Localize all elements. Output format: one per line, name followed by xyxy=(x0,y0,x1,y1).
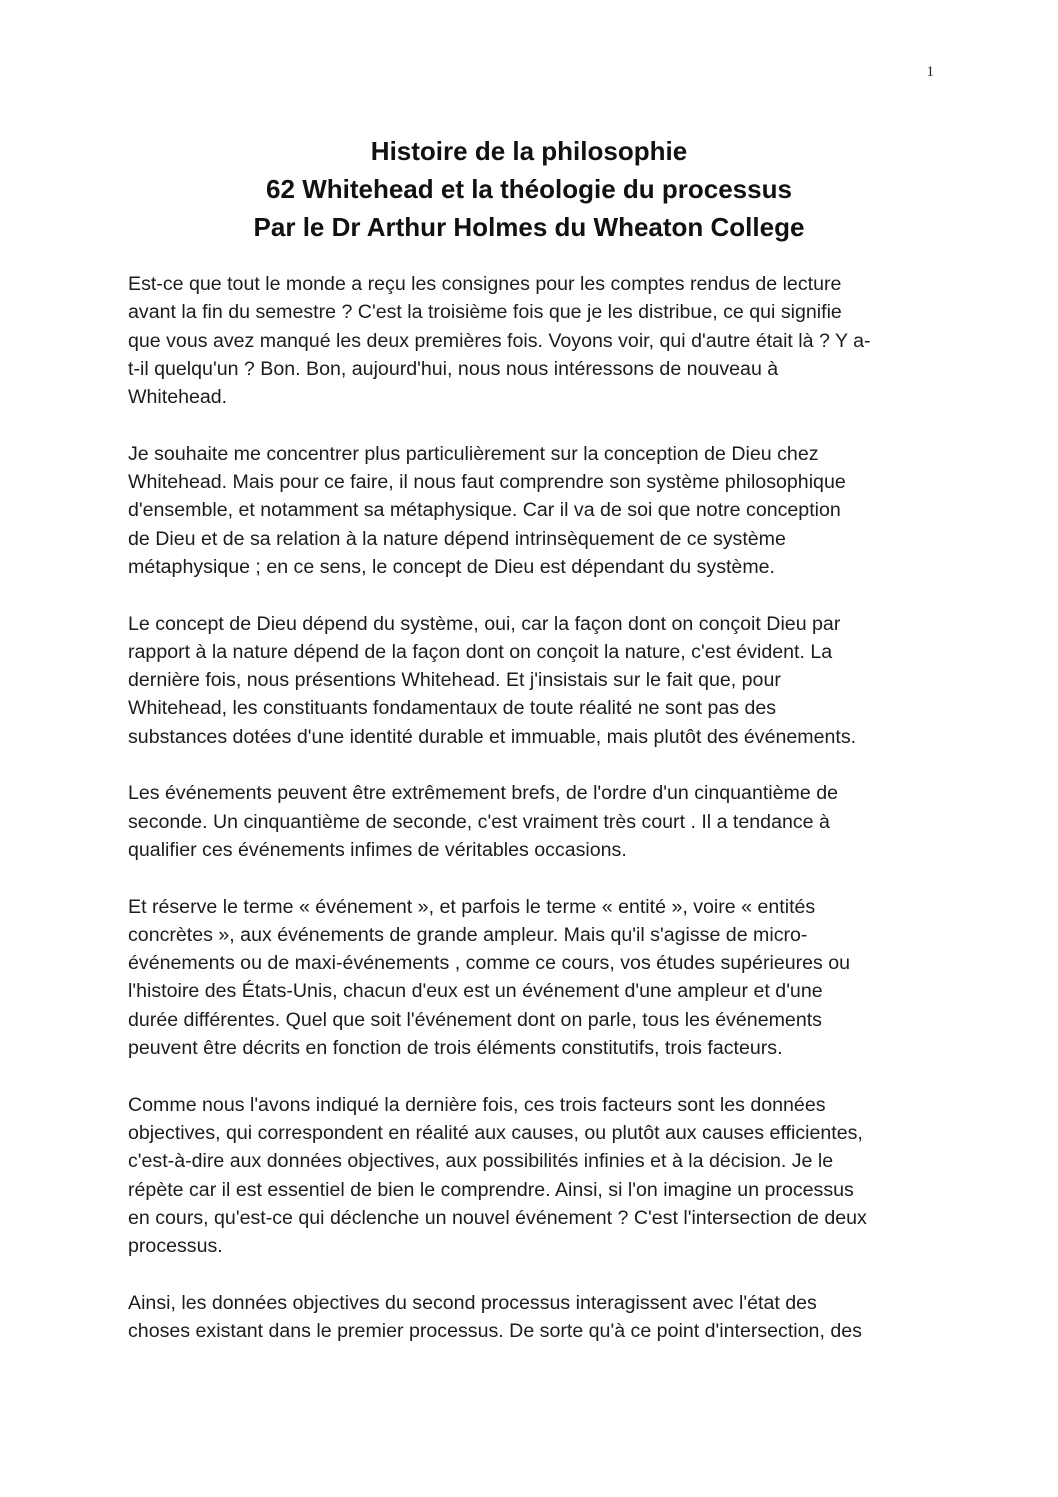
text-line: processus. xyxy=(128,1235,223,1258)
title-line-author: Par le Dr Arthur Holmes du Wheaton College xyxy=(253,212,805,242)
text-line: Whitehead, les constituants fondamentaux de toute réalité ne sont pas des xyxy=(128,697,777,720)
paragraph xyxy=(128,893,928,1063)
text-line: d'ensemble, et notamment sa métaphysique. Car il va de soi que notre conception xyxy=(128,499,841,522)
text-line: t-il quelqu'un ? Bon. Bon, aujourd'hui, nous nous intéressons de nouveau à xyxy=(128,357,779,380)
text-line: qualifier ces événements infimes de véritables occasions. xyxy=(128,838,627,861)
page-number: 1 xyxy=(926,64,934,80)
text-line: répète car il est essentiel de bien le comprendre. Ainsi, si l'on imagine un processus xyxy=(128,1178,854,1201)
title-line-course: Histoire de la philosophie xyxy=(370,136,688,166)
text-line: Le concept de Dieu dépend du système, oui, car la façon dont on conçoit Dieu par xyxy=(128,612,841,635)
text-line: de Dieu et de sa relation à la nature dépend intrinsèquement de ce système xyxy=(128,527,786,550)
paragraph xyxy=(128,1289,928,1346)
text-line: Et réserve le terme « événement », et parfois le terme « entité », voire « entités xyxy=(128,895,816,918)
paragraph xyxy=(128,779,928,864)
text-line: c'est-à-dire aux données objectives, aux possibilités infinies et à la décision. Je le xyxy=(128,1150,834,1173)
text-line: que vous avez manqué les deux premières fois. Voyons voir, qui d'autre était là ? Y a- xyxy=(128,329,871,352)
text-line: Je souhaite me concentrer plus particulièrement sur la conception de Dieu chez xyxy=(128,442,819,465)
text-line: en cours, qu'est-ce qui déclenche un nouvel événement ? C'est l'intersection de deux xyxy=(128,1206,867,1229)
text-line: Les événements peuvent être extrêmement brefs, de l'ordre d'un cinquantième de xyxy=(128,782,839,805)
text-line: durée différentes. Quel que soit l'événement dont on parle, tous les événements xyxy=(128,1008,822,1031)
text-line: Whitehead. xyxy=(128,386,228,409)
document-title xyxy=(0,132,1058,246)
text-line: rapport à la nature dépend de la façon dont on conçoit la nature, c'est évident. La xyxy=(128,640,833,663)
text-line: concrètes », aux événements de grande ampleur. Mais qu'il s'agisse de micro- xyxy=(128,923,808,946)
paragraph xyxy=(128,1091,928,1261)
text-line: événements ou de maxi-événements , comme ce cours, vos études supérieures ou xyxy=(128,952,851,975)
paragraph xyxy=(128,270,928,411)
title-line-lecture: 62 Whitehead et la théologie du processus xyxy=(266,174,792,204)
text-line: choses existant dans le premier processus. De sorte qu'à ce point d'intersection, des xyxy=(128,1319,862,1342)
text-line: peuvent être décrits en fonction de trois éléments constitutifs, trois facteurs. xyxy=(128,1037,783,1060)
paragraph xyxy=(128,440,928,581)
text-line: objectives, qui correspondent en réalité aux causes, ou plutôt aux causes efficientes, xyxy=(128,1121,863,1144)
text-line: seconde. Un cinquantième de seconde, c'est vraiment très court . Il a tendance à xyxy=(128,810,830,833)
text-line: Est-ce que tout le monde a reçu les consignes pour les comptes rendus de lecture xyxy=(128,273,842,295)
paragraph xyxy=(128,610,928,751)
document-body xyxy=(128,270,928,1374)
text-line: dernière fois, nous présentions Whitehead. Et j'insistais sur le fait que, pour xyxy=(128,669,781,692)
text-line: métaphysique ; en ce sens, le concept de Dieu est dépendant du système. xyxy=(128,555,775,578)
text-line: avant la fin du semestre ? C'est la troisième fois que je les distribue, ce qui signifie xyxy=(128,301,842,324)
text-line: substances dotées d'une identité durable et immuable, mais plutôt des événements. xyxy=(128,725,857,748)
text-line: l'histoire des États-Unis, chacun d'eux est un événement d'une ampleur et d'une xyxy=(128,980,823,1003)
text-line: Whitehead. Mais pour ce faire, il nous faut comprendre son système philosophique xyxy=(128,471,846,494)
text-line: Ainsi, les données objectives du second processus interagissent avec l'état des xyxy=(128,1291,817,1314)
text-line: Comme nous l'avons indiqué la dernière fois, ces trois facteurs sont les données xyxy=(128,1093,826,1116)
